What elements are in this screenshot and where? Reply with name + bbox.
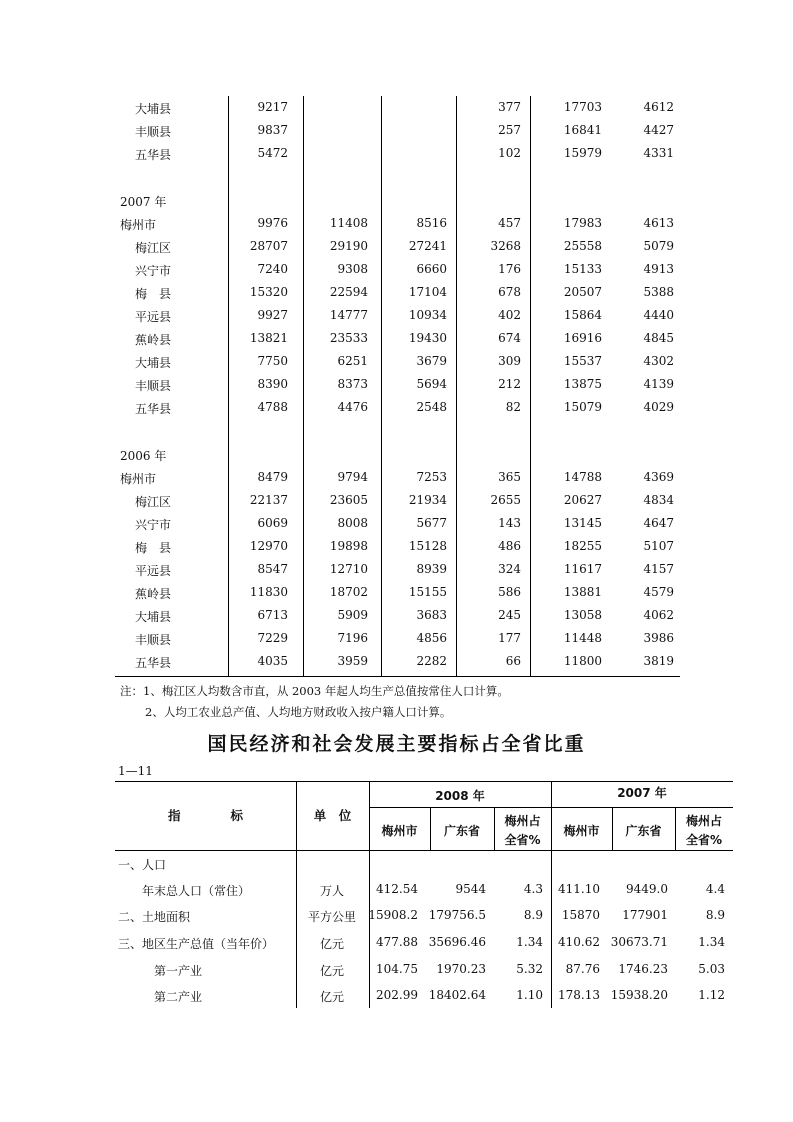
table-cell: 15537: [563, 354, 602, 368]
table-cell: 202.99: [376, 988, 418, 1002]
table-cell: 17703: [563, 100, 602, 114]
table-cell: 18255: [563, 539, 602, 553]
header-share-2007-b: 全省%: [685, 833, 723, 847]
table-cell: 4139: [643, 377, 674, 391]
table-cell: 1.34: [698, 935, 725, 949]
table-cell: 82: [505, 400, 521, 414]
table-row: [0, 539, 793, 562]
table-cell: 23605: [329, 493, 368, 507]
table-cell: 5472: [257, 146, 288, 160]
table-cell: 15864: [563, 308, 602, 322]
table-cell: 13881: [563, 585, 602, 599]
table-cell: 245: [498, 608, 521, 622]
table-cell: 13145: [563, 516, 602, 530]
table-cell: 8.9: [523, 908, 543, 922]
table-cell: 377: [498, 100, 521, 114]
table-row: [0, 239, 793, 262]
table-cell: 309: [498, 354, 521, 368]
page-title: 国民经济和社会发展主要指标占全省比重: [207, 733, 586, 755]
table-row: [0, 331, 793, 354]
table-cell: 4856: [416, 631, 447, 645]
unit-cell: 万人: [319, 884, 344, 898]
table-cell: 15155: [408, 585, 447, 599]
region-name: 兴宁市: [135, 518, 172, 532]
table-cell: 5694: [416, 377, 447, 391]
region-name: 大埔县: [135, 356, 172, 370]
header-prov-2008: 广东省: [443, 824, 480, 838]
table-cell: 3959: [337, 654, 368, 668]
unit-cell: 亿元: [319, 964, 344, 978]
indicator-name: 三、地区生产总值（当年价）: [118, 937, 275, 951]
table-cell: 12710: [329, 562, 368, 576]
table-cell: 7750: [257, 354, 288, 368]
indicator-name: 年末总人口（常住）: [142, 884, 251, 898]
table-cell: 4476: [337, 400, 368, 414]
region-name: 蕉岭县: [135, 587, 172, 601]
table-cell: 3819: [643, 654, 674, 668]
table-cell: 6713: [257, 608, 288, 622]
table-cell: 9544: [455, 882, 486, 896]
region-name: 蕉岭县: [135, 333, 172, 347]
table-cell: 13875: [563, 377, 602, 391]
table-cell: 11800: [563, 654, 602, 668]
table-cell: 2548: [416, 400, 447, 414]
table-row: [0, 400, 793, 423]
table-cell: 29190: [329, 239, 368, 253]
table-cell: 5909: [337, 608, 368, 622]
table-cell: 9976: [257, 216, 288, 230]
table-cell: 14788: [563, 470, 602, 484]
table-cell: 176: [498, 262, 521, 276]
table-row: [0, 216, 793, 239]
table-cell: 9308: [337, 262, 368, 276]
table-cell: 3268: [490, 239, 521, 253]
region-name: 五华县: [135, 656, 172, 670]
table-cell: 15133: [563, 262, 602, 276]
table-row: [0, 493, 793, 516]
table-cell: 9927: [257, 308, 288, 322]
table-cell: 25558: [563, 239, 602, 253]
table-cell: 4913: [643, 262, 674, 276]
table-cell: 4157: [643, 562, 674, 576]
table-cell: 4579: [643, 585, 674, 599]
table-row: [0, 608, 793, 631]
table-cell: 8008: [337, 516, 368, 530]
table-cell: 6660: [416, 262, 447, 276]
table-cell: 5388: [643, 285, 674, 299]
table-row: [0, 100, 793, 123]
table-cell: 4302: [643, 354, 674, 368]
table-cell: 16916: [563, 331, 602, 345]
table-cell: 15128: [408, 539, 447, 553]
table-cell: 1.12: [698, 988, 725, 1002]
table-cell: 19430: [408, 331, 447, 345]
unit-cell: 平方公里: [307, 910, 356, 924]
region-name: 大埔县: [135, 610, 172, 624]
header-year-2007: 2007 年: [617, 786, 667, 800]
region-name: 梅江区: [135, 495, 172, 509]
table-row: [0, 262, 793, 285]
header-city-2008: 梅州市: [381, 824, 418, 838]
header-share-2007-a: 梅州占: [685, 814, 722, 828]
table-cell: 324: [498, 562, 521, 576]
unit-cell: 亿元: [319, 990, 344, 1004]
region-name: 梅州市: [120, 218, 157, 232]
table-cell: 18402.64: [428, 988, 486, 1002]
table-row: [0, 470, 793, 493]
table-cell: 177: [498, 631, 521, 645]
table-cell: 5107: [643, 539, 674, 553]
table-cell: 5079: [643, 239, 674, 253]
region-name: 平远县: [135, 564, 172, 578]
table-cell: 411.10: [558, 882, 600, 896]
table-cell: 30673.71: [610, 935, 668, 949]
header-share-2008-a: 梅州占: [504, 814, 541, 828]
table-cell: 674: [498, 331, 521, 345]
indicator-name: 一、人口: [118, 858, 167, 872]
table-cell: 13821: [249, 331, 288, 345]
indicator-name: 第一产业: [154, 964, 203, 978]
table-cell: 8373: [337, 377, 368, 391]
table-cell: 15320: [249, 285, 288, 299]
table-row: [0, 377, 793, 400]
table-cell: 11617: [563, 562, 602, 576]
table-row: [0, 631, 793, 654]
table-cell: 5.32: [516, 962, 543, 976]
region-name: 丰顺县: [135, 379, 172, 393]
table-cell: 4062: [643, 608, 674, 622]
table-cell: 35696.46: [428, 935, 486, 949]
table-cell: 4613: [643, 216, 674, 230]
year-section-label: 2007 年: [120, 195, 167, 209]
year-section-label: 2006 年: [120, 449, 167, 463]
table-cell: 6251: [337, 354, 368, 368]
table-cell: 7196: [337, 631, 368, 645]
table-row: [0, 654, 793, 677]
table-cell: 66: [505, 654, 521, 668]
table-cell: 2655: [490, 493, 521, 507]
table-cell: 7240: [257, 262, 288, 276]
table-cell: 8479: [257, 470, 288, 484]
table-row: [0, 354, 793, 377]
table-cell: 11830: [249, 585, 288, 599]
table-cell: 8390: [257, 377, 288, 391]
table-cell: 9449.0: [626, 882, 668, 896]
table-cell: 23533: [329, 331, 368, 345]
header-indicator: 指 标: [167, 808, 243, 823]
table-cell: 4029: [643, 400, 674, 414]
table-cell: 12970: [249, 539, 288, 553]
table-row: [0, 562, 793, 585]
table-cell: 4845: [643, 331, 674, 345]
table-cell: 15870: [561, 908, 600, 922]
header-prov-2007: 广东省: [625, 824, 662, 838]
table-row: [0, 516, 793, 539]
table-cell: 14777: [329, 308, 368, 322]
table-cell: 19898: [329, 539, 368, 553]
table-cell: 16841: [563, 123, 602, 137]
table-cell: 9837: [257, 123, 288, 137]
region-name: 大埔县: [135, 102, 172, 116]
table-cell: 477.88: [376, 935, 418, 949]
table-cell: 22137: [249, 493, 288, 507]
table-cell: 5.03: [698, 962, 725, 976]
table-cell: 4647: [643, 516, 674, 530]
region-name: 梅州市: [120, 472, 157, 486]
header-unit: 单 位: [313, 808, 352, 823]
table-cell: 4.3: [523, 882, 543, 896]
table-cell: 28707: [249, 239, 288, 253]
region-name: 丰顺县: [135, 125, 172, 139]
indicator-name: 第二产业: [154, 990, 203, 1004]
table-row: [0, 908, 793, 934]
table-cell: 15938.20: [610, 988, 668, 1002]
table-cell: 3683: [416, 608, 447, 622]
table-cell: 3986: [643, 631, 674, 645]
table-cell: 457: [498, 216, 521, 230]
table-cell: 7253: [416, 470, 447, 484]
table-note-2: 2、人均工农业总产值、人均地方财政收入按户籍人口计算。: [145, 705, 452, 719]
table-cell: 20627: [563, 493, 602, 507]
table-cell: 18702: [329, 585, 368, 599]
table-cell: 22594: [329, 285, 368, 299]
table-cell: 178.13: [558, 988, 600, 1002]
region-name: 梅江区: [135, 241, 172, 255]
table-cell: 13058: [563, 608, 602, 622]
table-cell: 5677: [416, 516, 447, 530]
table-cell: 27241: [408, 239, 447, 253]
region-name: 梅 县: [135, 541, 172, 555]
table-cell: 17983: [563, 216, 602, 230]
table-row: [0, 988, 793, 1014]
table-cell: 4427: [643, 123, 674, 137]
table-number: 1—11: [118, 764, 153, 778]
table-cell: 4.4: [705, 882, 725, 896]
table-cell: 8.9: [705, 908, 725, 922]
table-cell: 402: [498, 308, 521, 322]
region-name: 兴宁市: [135, 264, 172, 278]
table-cell: 8939: [416, 562, 447, 576]
table-cell: 678: [498, 285, 521, 299]
header-year-2008: 2008 年: [435, 789, 485, 803]
table-top-rule: [115, 781, 733, 782]
header-bottom-rule: [115, 850, 733, 851]
table-cell: 8547: [257, 562, 288, 576]
table-cell: 21934: [408, 493, 447, 507]
table-cell: 4612: [643, 100, 674, 114]
table-cell: 4788: [257, 400, 288, 414]
table-cell: 15079: [563, 400, 602, 414]
table-cell: 1970.23: [436, 962, 486, 976]
table-cell: 4331: [643, 146, 674, 160]
table-row: [0, 285, 793, 308]
table-cell: 1746.23: [618, 962, 668, 976]
table-cell: 143: [498, 516, 521, 530]
table-row: [0, 123, 793, 146]
table-cell: 365: [498, 470, 521, 484]
table-row: [0, 146, 793, 169]
region-name: 五华县: [135, 402, 172, 416]
region-name: 梅 县: [135, 287, 172, 301]
table-cell: 4035: [257, 654, 288, 668]
table-row: [0, 935, 793, 961]
table-cell: 1.10: [516, 988, 543, 1002]
table-cell: 179756.5: [428, 908, 486, 922]
table-cell: 7229: [257, 631, 288, 645]
table-cell: 177901: [622, 908, 668, 922]
table-cell: 486: [498, 539, 521, 553]
region-name: 五华县: [135, 148, 172, 162]
table-note-1: 注：1、梅江区人均数含市直，从 2003 年起人均生产总值按常住人口计算。: [120, 684, 509, 698]
table-cell: 6069: [257, 516, 288, 530]
table-row: [0, 308, 793, 331]
unit-cell: 亿元: [319, 937, 344, 951]
table-cell: 10934: [408, 308, 447, 322]
table-cell: 410.62: [558, 935, 600, 949]
table-row: [0, 585, 793, 608]
table-cell: 8516: [416, 216, 447, 230]
table-cell: 11448: [563, 631, 602, 645]
table-cell: 3679: [416, 354, 447, 368]
region-name: 丰顺县: [135, 633, 172, 647]
table-cell: 20507: [563, 285, 602, 299]
table-cell: 15979: [563, 146, 602, 160]
table-cell: 412.54: [376, 882, 418, 896]
table-cell: 4440: [643, 308, 674, 322]
table-cell: 4369: [643, 470, 674, 484]
table-cell: 9217: [257, 100, 288, 114]
table-cell: 15908.2: [368, 908, 418, 922]
table-cell: 87.76: [565, 962, 600, 976]
table-cell: 17104: [408, 285, 447, 299]
table-row: [0, 882, 793, 908]
header-share-2008-b: 全省%: [504, 833, 541, 847]
table-cell: 4834: [643, 493, 674, 507]
table-cell: 2282: [416, 654, 447, 668]
table-cell: 1.34: [516, 935, 543, 949]
region-name: 平远县: [135, 310, 172, 324]
table-row: [0, 962, 793, 988]
table-cell: 586: [498, 585, 521, 599]
table-cell: 11408: [329, 216, 368, 230]
table-cell: 257: [498, 123, 521, 137]
table-row: [0, 856, 793, 882]
indicator-name: 二、土地面积: [118, 910, 191, 924]
header-city-2007: 梅州市: [563, 824, 600, 838]
table-cell: 9794: [337, 470, 368, 484]
table-cell: 212: [498, 377, 521, 391]
table-cell: 104.75: [376, 962, 418, 976]
table-cell: 102: [498, 146, 521, 160]
